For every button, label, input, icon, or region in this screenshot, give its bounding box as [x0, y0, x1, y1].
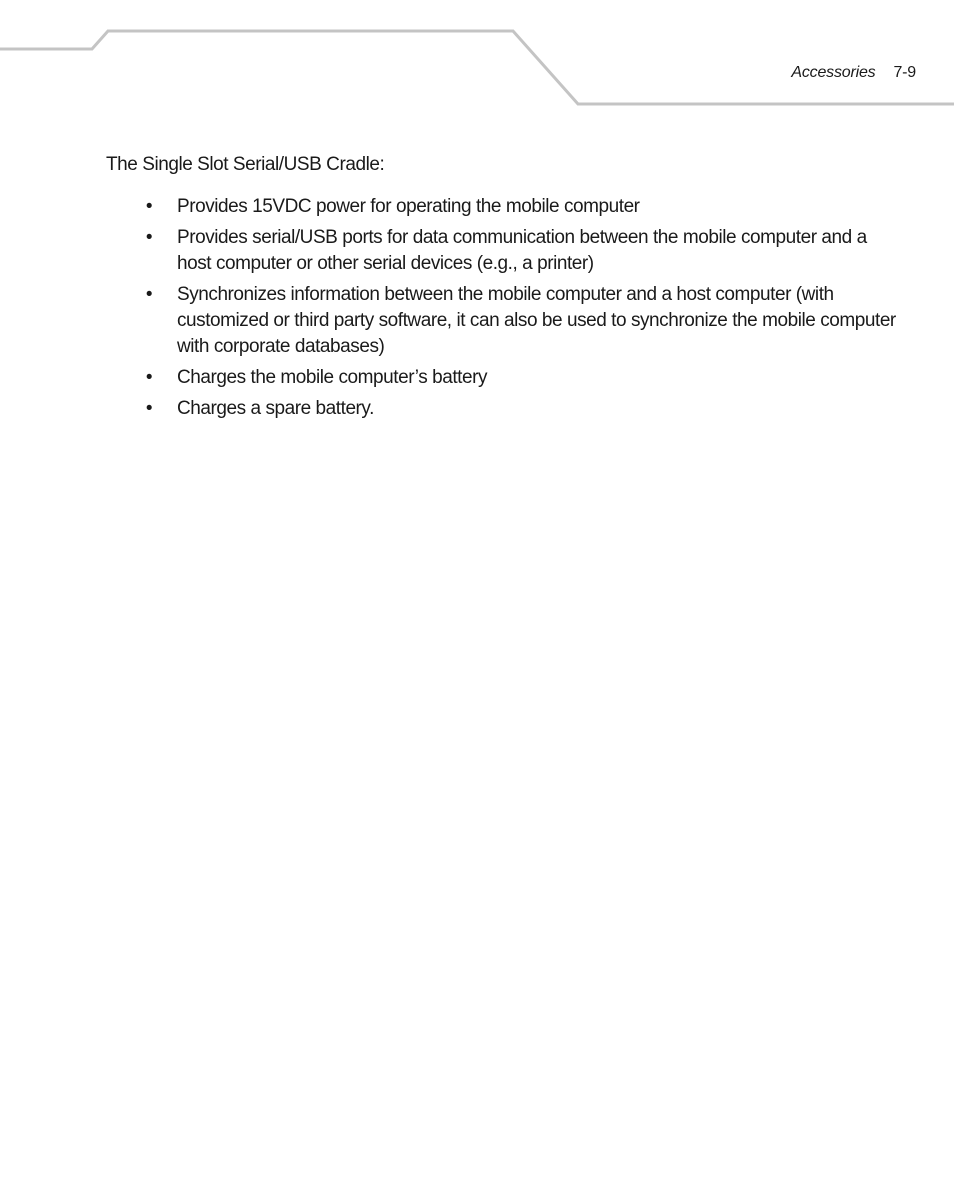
list-item	[106, 396, 896, 422]
list-item	[106, 282, 896, 360]
bullet-icon: •	[145, 196, 153, 217]
section-name: Accessories	[791, 64, 876, 81]
list-item	[106, 194, 896, 220]
running-header	[791, 64, 916, 82]
list-item-text: Charges a spare battery.	[177, 398, 374, 419]
list-item	[106, 365, 896, 391]
list-item	[106, 225, 896, 277]
page-content	[106, 152, 896, 427]
bullet-icon: •	[145, 227, 153, 248]
header-rule	[0, 0, 954, 110]
feature-list	[106, 194, 896, 422]
page-number: 7-9	[893, 64, 916, 81]
list-item-text: Charges the mobile computer’s battery	[177, 367, 488, 388]
list-item-text: Provides serial/USB ports for data communication between the mobile computer and a host computer or other serial devices (e.g., a printer)	[177, 227, 867, 274]
bullet-icon: •	[145, 367, 153, 388]
intro-text: The Single Slot Serial/USB Cradle:	[106, 154, 385, 175]
list-item-text: Synchronizes information between the mobile computer and a host computer (with customized or third party software, it can also be used to synchronize the mobile computer with corporate databases)	[177, 284, 896, 357]
bullet-icon: •	[145, 398, 153, 419]
list-item-text: Provides 15VDC power for operating the mobile computer	[177, 196, 640, 217]
bullet-icon: •	[145, 284, 153, 305]
